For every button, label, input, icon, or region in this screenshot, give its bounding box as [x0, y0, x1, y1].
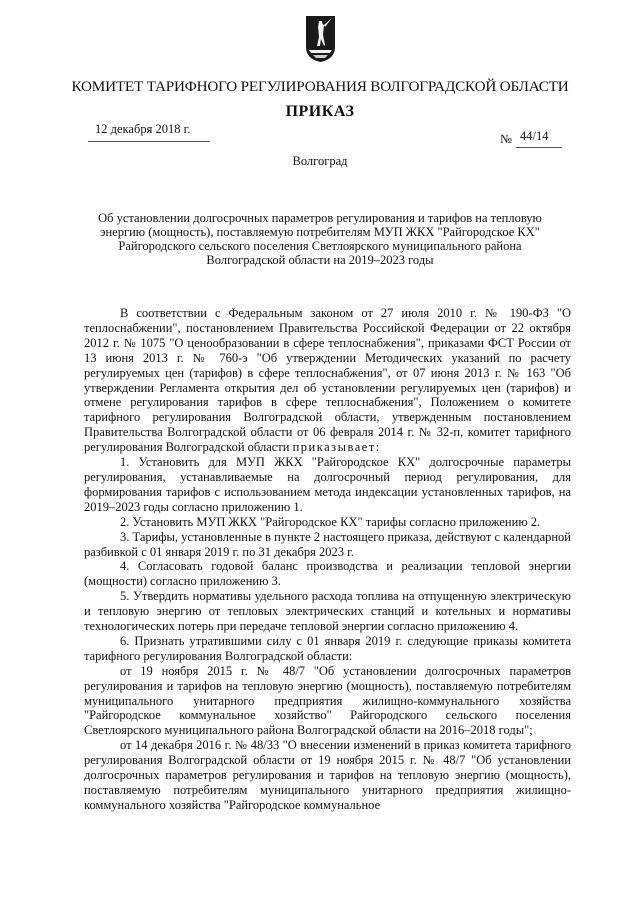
document-date: 12 декабря 2018 г.	[95, 122, 191, 136]
order-word: приказывает:	[292, 440, 381, 455]
subject-line: Об установлении долгосрочных параметров регулирования и тарифов на тепловую	[98, 211, 542, 225]
city: Волгоград	[292, 154, 348, 168]
preamble-text: В соответствии с Федеральным законом от 27 июля 2010 г. № 190-ФЗ "О теплоснабжении", постановлением Правительства Российской Федерации от 22 октября 2012 г. № 1075 "О ценообразовании в сфере теплоснабжения", приказами ФСТ России от 13 июня 2013 г. № 760-э "Об утверждении Методических указаний по расчету регулируемых цен (тарифов) в сфере теплоснабжения", от 07 июня 2013 г. № 163 "Об утверждении Регламента открытия дел об установлении регулируемых цен (тарифов) и отмене регулирования тарифов в сфере теплоснабжения", Положением о комитете тарифного регулирования Волгоградской области, утвержденным постановлением Правительства Волгоградской области от 06 февраля 2014 г. № 32-п, комитет тарифного регулирования Волгоградской области	[84, 306, 571, 455]
body-paragraph: 3. Тарифы, установленные в пункте 2 настоящего приказа, действуют с календарной разбивкой с 01 января 2019 г. по 31 декабря 2023 г.	[84, 529, 571, 559]
body-paragraph: 4. Согласовать годовой баланс производства и реализации тепловой энергии (мощности) согласно приложению 3.	[84, 559, 571, 589]
body-paragraph: 1. Установить для МУП ЖКХ "Райгородское КХ" долгосрочные параметры регулирования, устанавливаемые на долгосрочный период регулирования, для формирования тарифов с использованием метода индексации установленных тарифов, на 2019–2023 годы согласно приложению 1.	[84, 455, 571, 514]
number-label: №	[500, 132, 512, 146]
body-paragraph: от 14 декабря 2016 г. № 48/33 "О внесении изменений в приказ комитета тарифного регулирования Волгоградской области от 19 ноября 2015 г. № 48/7 "Об установлении долгосрочных параметров регулирования и тарифов на тепловую энергию (мощность), поставляемую потребителям муниципального унитарного предприятия жилищно-коммунального хозяйства "Райгородское коммунальное	[84, 738, 571, 812]
subject-line: энергию (мощность), поставляемую потребителям МУП ЖКХ "Райгородское КХ"	[100, 225, 540, 239]
coat-of-arms-icon	[305, 15, 336, 63]
body-paragraph: 6. Признать утратившими силу с 01 января 2019 г. следующие приказы комитета тарифного регулирования Волгоградской области:	[84, 633, 571, 663]
date-underline	[88, 141, 210, 142]
document-subject	[90, 211, 550, 267]
preamble-paragraph	[84, 306, 571, 455]
number-underline	[516, 147, 562, 148]
document-type: ПРИКАЗ	[285, 103, 355, 120]
body-paragraph: 2. Установить МУП ЖКХ "Райгородское КХ" тарифы согласно приложению 2.	[120, 514, 541, 529]
subject-line: Волгоградской области на 2019–2023 годы	[206, 253, 434, 267]
document-body	[84, 306, 571, 813]
document-number: 44/14	[520, 129, 549, 143]
committee-title: КОМИТЕТ ТАРИФНОГО РЕГУЛИРОВАНИЯ ВОЛГОГРАДСКОЙ ОБЛАСТИ	[71, 78, 569, 95]
body-paragraph: от 19 ноября 2015 г. № 48/7 "Об установлении долгосрочных параметров регулирования и тарифов на тепловую энергию (мощность), поставляемую потребителям муниципального унитарного предприятия жилищно-коммунального хозяйства "Райгородское коммунальное хозяйство" Райгородского сельского поселения Светлоярского муниципального района Волгоградской области на 2016–2018 годы";	[84, 663, 571, 738]
body-paragraph: 5. Утвердить нормативы удельного расхода топлива на отпущенную электрическую и тепловую энергию от тепловых электрических станций и котельных и нормативы технологических потерь при передаче тепловой энергии согласно приложению 4.	[84, 589, 571, 634]
subject-line: Райгородского сельского поселения Светлоярского муниципального района	[118, 239, 522, 253]
